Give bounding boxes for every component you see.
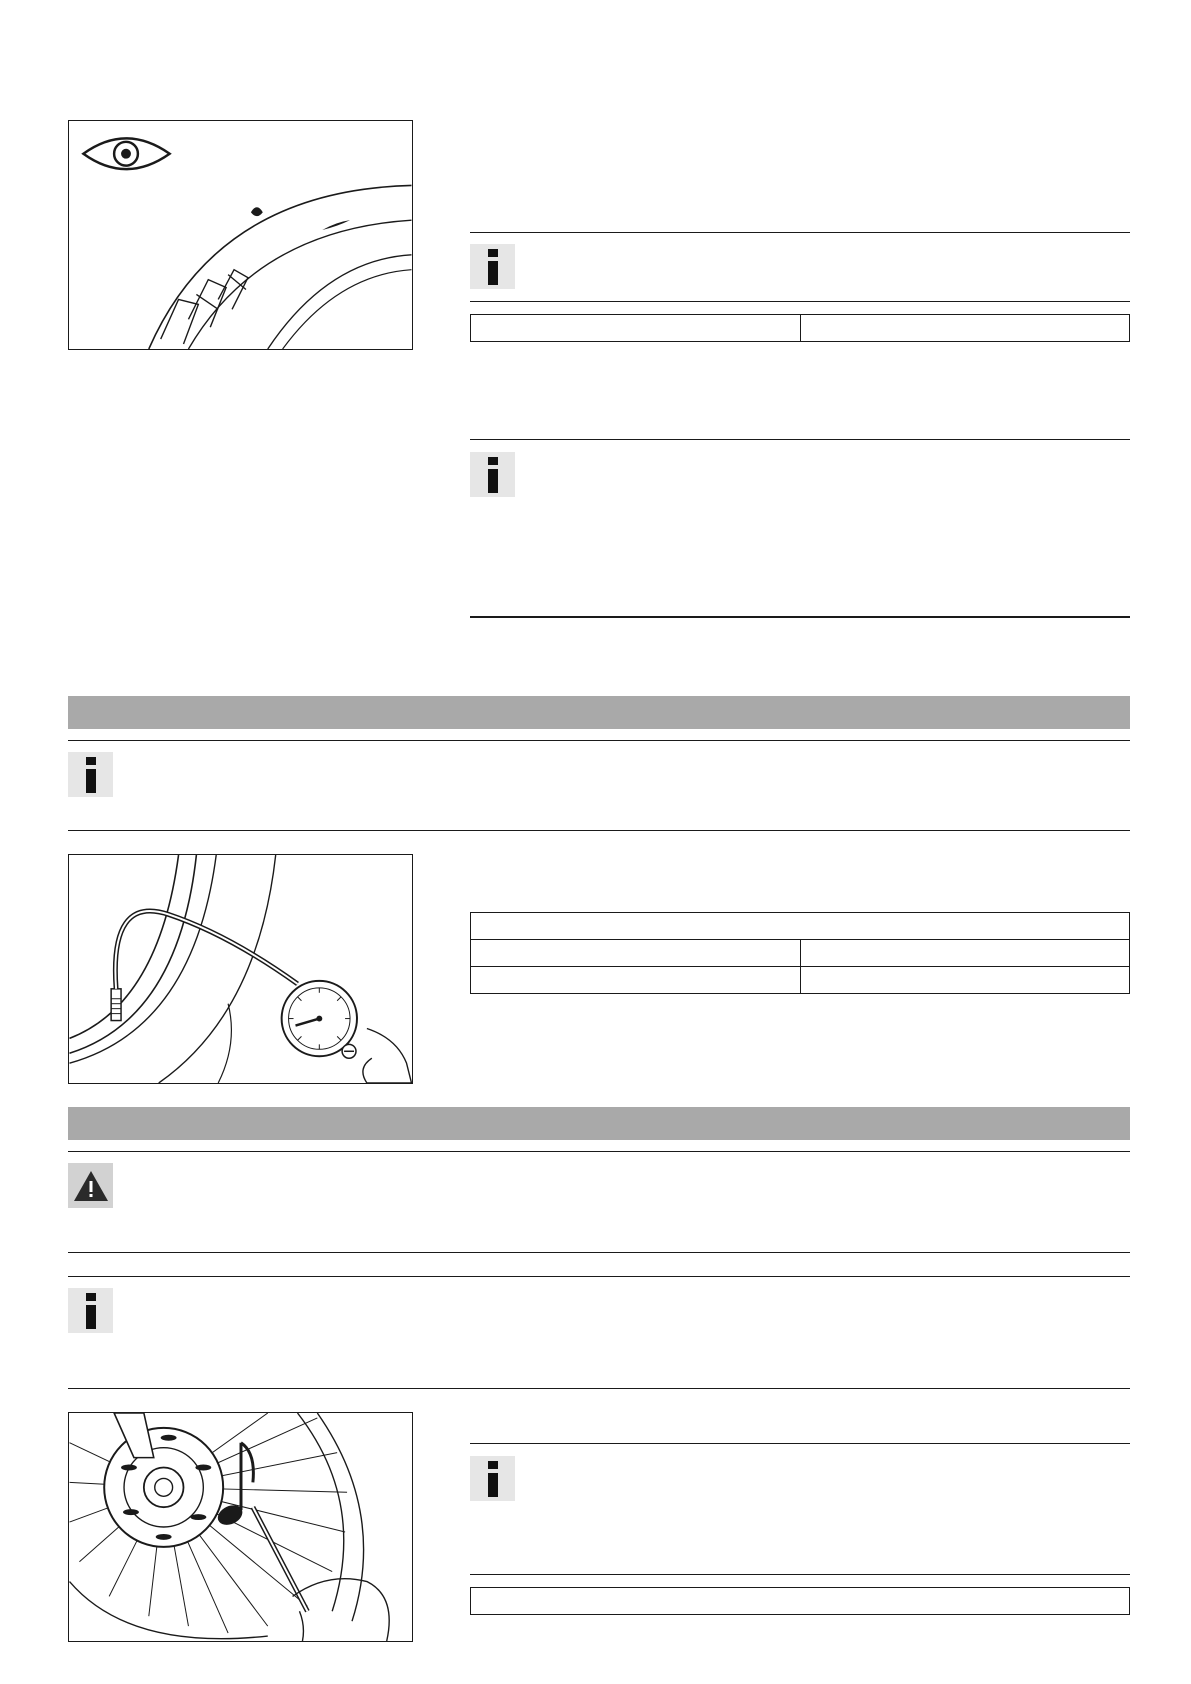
divider xyxy=(68,1151,1130,1152)
divider xyxy=(470,232,1130,233)
tyre-pressure-illustration xyxy=(69,855,412,1083)
table-row xyxy=(471,940,1130,967)
divider xyxy=(470,1574,1130,1575)
section-header-bar xyxy=(68,696,1130,729)
eye-icon xyxy=(83,138,169,169)
table-header-cell xyxy=(471,913,1130,940)
tyre-inspection-illustration xyxy=(69,121,412,349)
table-cell xyxy=(471,315,801,342)
info-icon xyxy=(81,757,101,793)
warning-triangle-icon xyxy=(72,1169,110,1203)
table-cell xyxy=(800,940,1130,967)
table-cell xyxy=(471,967,801,994)
table-cell xyxy=(471,940,801,967)
divider xyxy=(470,616,1130,618)
divider xyxy=(68,830,1130,831)
info-icon-box xyxy=(470,452,515,497)
info-icon-box xyxy=(68,752,113,797)
spoke-tension-illustration xyxy=(69,1413,412,1641)
table-row xyxy=(471,1588,1130,1615)
divider xyxy=(470,1443,1130,1444)
info-icon xyxy=(483,457,503,493)
warning-icon-box xyxy=(68,1163,113,1208)
info-icon xyxy=(81,1293,101,1329)
info-icon-box xyxy=(470,244,515,289)
divider xyxy=(470,301,1130,302)
tyre-inspection-figure xyxy=(68,120,413,350)
info-icon-box xyxy=(68,1288,113,1333)
section-header-bar xyxy=(68,1107,1130,1140)
info-icon xyxy=(483,249,503,285)
spoke-tension-figure xyxy=(68,1412,413,1642)
table-row xyxy=(471,913,1130,940)
info-icon-box xyxy=(470,1456,515,1501)
pressure-gauge-icon xyxy=(282,981,357,1058)
divider xyxy=(68,740,1130,741)
spec-table-2 xyxy=(470,912,1130,994)
table-row xyxy=(471,315,1130,342)
divider xyxy=(470,439,1130,440)
divider xyxy=(68,1276,1130,1277)
divider xyxy=(68,1252,1130,1253)
spec-table-1 xyxy=(470,314,1130,342)
divider xyxy=(68,1388,1130,1389)
table-row xyxy=(471,967,1130,994)
info-icon xyxy=(483,1461,503,1497)
spec-table-3 xyxy=(470,1587,1130,1615)
table-cell xyxy=(800,315,1130,342)
tyre-pressure-figure xyxy=(68,854,413,1084)
table-cell xyxy=(800,967,1130,994)
table-cell xyxy=(471,1588,1130,1615)
